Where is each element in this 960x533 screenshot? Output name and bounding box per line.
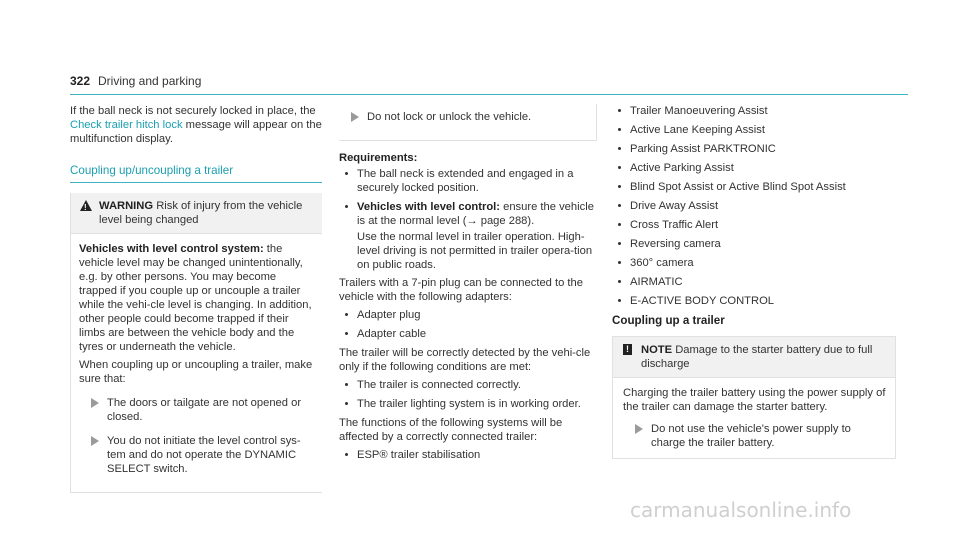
adapter-item: Adapter plug: [339, 308, 597, 322]
intro-paragraph: [70, 104, 322, 146]
note-header: [613, 337, 895, 378]
warning-step-2-text: You do not initiate the level control sys-tem and do not operate the DYNAMIC SELECT switch.: [107, 435, 301, 475]
step-arrow-icon: [91, 436, 99, 446]
note-label: NOTE: [641, 344, 673, 356]
system-item: 360° camera: [612, 256, 896, 270]
warning-header: [71, 193, 322, 234]
requirement-2: [339, 200, 597, 228]
exclamation-icon: !: [623, 344, 632, 355]
coupling-up-title: Coupling up a trailer: [612, 314, 725, 327]
functions-text: The functions of the following systems will be affected by a correctly connected trailer:: [339, 417, 563, 443]
requirement-2-extra: Use the normal level in trailer operation. High-level driving is not permitted in trailer opera-tion on public roads.: [357, 231, 593, 271]
condition-item: The trailer lighting system is in working order.: [339, 397, 597, 411]
warning-label: WARNING: [99, 200, 154, 212]
column-1: [70, 104, 322, 493]
step-arrow-icon: [635, 424, 643, 434]
note-step-text: Do not use the vehicle's power supply to charge the trailer battery.: [651, 423, 851, 449]
intro-text-end: message will appear on the multifunction display.: [70, 119, 322, 145]
system-item: Parking Assist PARKTRONIC: [612, 142, 896, 156]
requirement-2-bold: Vehicles with level control:: [357, 201, 500, 213]
warning-box: [70, 193, 322, 493]
warning-body-text: the vehicle level may be changed unintentionally, e.g. by other persons. You may become trapped if you couple up or uncouple a trailer while the vehi-cle level is changing. In addition, other people could become trapped if their limbs are between the vehicle body and the tyres or underneath the vehicle.: [79, 243, 312, 353]
watermark: carmanualsonline.info: [630, 498, 852, 522]
note-box: [612, 336, 896, 459]
page-header: [70, 74, 908, 95]
note-body-text: Charging the trailer battery using the power supply of the trailer can damage the starter battery.: [623, 387, 886, 413]
intro-text: If the ball neck is not securely locked in place, the: [70, 105, 316, 117]
warning-continued-box: [339, 104, 597, 141]
system-item: Cross Traffic Alert: [612, 218, 896, 232]
note-body: [613, 378, 895, 458]
page-number: 322: [70, 74, 91, 88]
note-text: Damage to the starter battery due to full discharge: [641, 344, 873, 370]
step-arrow-icon: [91, 398, 99, 408]
lock-step-text: Do not lock or unlock the vehicle.: [367, 111, 532, 123]
lock-step: [339, 110, 596, 124]
system-item: Reversing camera: [612, 237, 896, 251]
system-item: Drive Away Assist: [612, 199, 896, 213]
system-item: E-ACTIVE BODY CONTROL: [612, 294, 896, 308]
system-item: Active Parking Assist: [612, 161, 896, 175]
step-arrow-icon: [351, 112, 359, 122]
warning-body: [71, 234, 322, 492]
esp-item: ESP® trailer stabilisation: [339, 448, 597, 462]
requirement-1: The ball neck is extended and engaged in a securely locked position.: [339, 167, 597, 195]
column-3: [612, 104, 896, 459]
detected-text: The trailer will be correctly detected by the vehi-cle only if the following conditions are met:: [339, 347, 591, 373]
section-title: Driving and parking: [98, 74, 202, 88]
trailers-text: Trailers with a 7-pin plug can be connected to the vehicle with the following adapters:: [339, 277, 583, 303]
warning-triangle-icon: [80, 200, 92, 211]
warning-step-2: [79, 434, 314, 476]
warning-body-bold: Vehicles with level control system:: [79, 243, 264, 255]
warning-step-1: [79, 396, 314, 424]
check-trailer-hitch-lock-link[interactable]: Check trailer hitch lock: [70, 119, 183, 131]
system-item: Active Lane Keeping Assist: [612, 123, 896, 137]
warning-when: When coupling up or uncoupling a trailer, make sure that:: [79, 359, 313, 385]
system-item: AIRMATIC: [612, 275, 896, 289]
column-2: [339, 104, 597, 467]
warning-step-1-text: The doors or tailgate are not opened or closed.: [107, 397, 302, 423]
system-item: Trailer Manoeuvering Assist: [612, 104, 896, 118]
condition-item: The trailer is connected correctly.: [339, 378, 597, 392]
requirements-label: Requirements:: [339, 152, 418, 164]
system-item: Blind Spot Assist or Active Blind Spot Assist: [612, 180, 896, 194]
warning-text: Risk of injury from the vehicle level being changed: [99, 200, 303, 226]
requirement-2-text: ensure the vehicle is at the normal level (→ page 288).: [357, 201, 594, 227]
adapter-item: Adapter cable: [339, 327, 597, 341]
subheading-coupling: Coupling up/uncoupling a trailer: [70, 164, 322, 183]
note-step: [623, 422, 887, 450]
